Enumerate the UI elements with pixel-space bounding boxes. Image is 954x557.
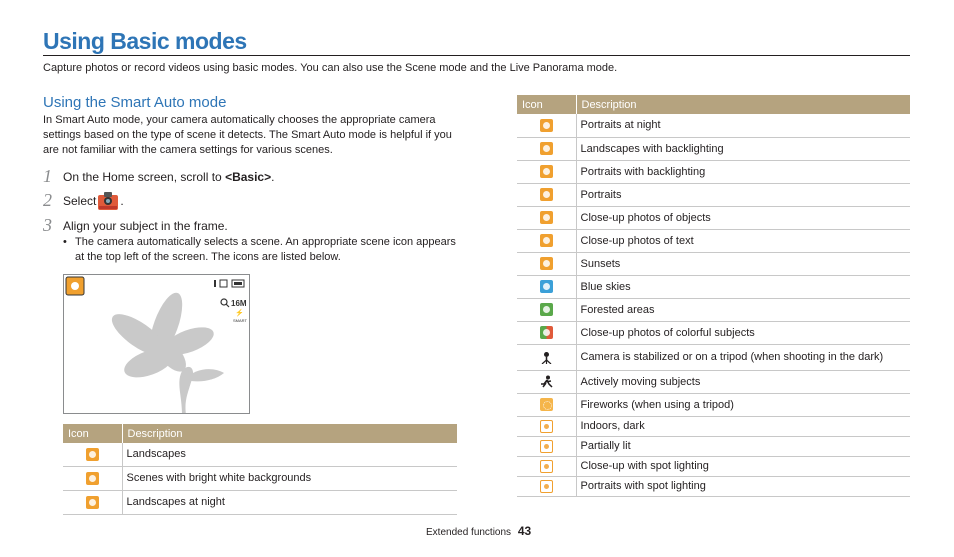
step-number: 2: [43, 190, 52, 210]
spot-closeup-icon: [540, 460, 553, 473]
landscape-icon: [86, 448, 99, 461]
table-row: Scenes with bright white backgrounds: [63, 466, 457, 490]
macro-icon: [540, 211, 553, 224]
table-row: Portraits at night: [517, 114, 910, 137]
table-row: Indoors, dark: [517, 416, 910, 436]
step-number: 1: [43, 166, 52, 186]
column-header-description: Description: [122, 424, 457, 443]
night-portrait-icon: [540, 119, 553, 132]
portrait-icon: [540, 188, 553, 201]
white-background-icon: [86, 472, 99, 485]
column-header-icon: Icon: [63, 424, 122, 443]
table-row: Actively moving subjects: [517, 370, 910, 393]
table-row: Portraits: [517, 183, 910, 206]
indoor-dark-icon: [540, 420, 553, 433]
title-divider: [43, 55, 910, 56]
table-row: Close-up photos of text: [517, 229, 910, 252]
table-row: Landscapes: [63, 443, 457, 466]
step-text: Align your subject in the frame.: [63, 218, 228, 233]
table-row: Partially lit: [517, 436, 910, 456]
table-row: Camera is stabilized or on a tripod (when shooting in the dark): [517, 344, 910, 370]
step-1: [43, 166, 274, 187]
step-2: 2 Select .: [43, 190, 124, 210]
intro-text: Capture photos or record videos using basic modes. You can also use the Scene mode and the Live Panorama mode.: [43, 62, 618, 74]
backlight-landscape-icon: [540, 142, 553, 155]
left-icon-table: [63, 424, 457, 515]
table-row: Fireworks (when using a tripod): [517, 393, 910, 416]
sunset-icon: [540, 257, 553, 270]
section-title: Using the Smart Auto mode: [43, 94, 227, 111]
right-icon-table: [517, 95, 910, 497]
spot-portrait-icon: [540, 480, 553, 493]
smart-mode-label: SMART: [233, 318, 247, 323]
table-row: Portraits with spot lighting: [517, 476, 910, 496]
page-footer: [426, 524, 531, 538]
backlight-portrait-icon: [540, 165, 553, 178]
table-row: Blue skies: [517, 275, 910, 298]
column-header-description: Description: [576, 95, 910, 114]
table-row: Portraits with backlighting: [517, 160, 910, 183]
table-row: Close-up photos of colorful subjects: [517, 321, 910, 344]
megapixel-label: 16M: [231, 299, 247, 308]
action-icon: [540, 375, 553, 388]
table-row: Landscapes with backlighting: [517, 137, 910, 160]
step-text: On the Home screen, scroll to <Basic>.: [63, 169, 275, 184]
section-paragraph: In Smart Auto mode, your camera automatically chooses the appropriate camera settings based on the type of scene it detects. The Smart Auto mode is helpful if you are not familiar with the camera settings for various scenes.: [43, 114, 452, 156]
bullet-note: • The camera automatically selects a scene. An appropriate scene icon appears at the top left of the screen. The icons are listed below.: [63, 236, 456, 263]
forest-icon: [540, 303, 553, 316]
step-3: [43, 215, 228, 236]
macro-color-icon: [540, 326, 553, 339]
page-number: 43: [517, 524, 532, 538]
camera-screen-illustration: [63, 274, 250, 414]
flower-illustration: [64, 275, 250, 414]
night-landscape-icon: [86, 496, 99, 509]
svg-text:⚡: ⚡: [235, 310, 244, 317]
fireworks-icon: [540, 398, 553, 411]
smart-auto-mode-icon: [97, 191, 119, 211]
step-text: Select: [63, 193, 97, 208]
macro-text-icon: [540, 234, 553, 247]
table-row: Sunsets: [517, 252, 910, 275]
tripod-icon: [540, 351, 553, 364]
blue-sky-icon: [540, 280, 553, 293]
step-number: 3: [43, 215, 52, 235]
table-row: Forested areas: [517, 298, 910, 321]
table-row: Close-up photos of objects: [517, 206, 910, 229]
column-header-icon: Icon: [517, 95, 576, 114]
partially-lit-icon: [540, 440, 553, 453]
table-row: Landscapes at night: [63, 490, 457, 514]
table-row: Close-up with spot lighting: [517, 456, 910, 476]
footer-section: Extended functions: [426, 527, 512, 538]
page-title: Using Basic modes: [43, 28, 247, 54]
